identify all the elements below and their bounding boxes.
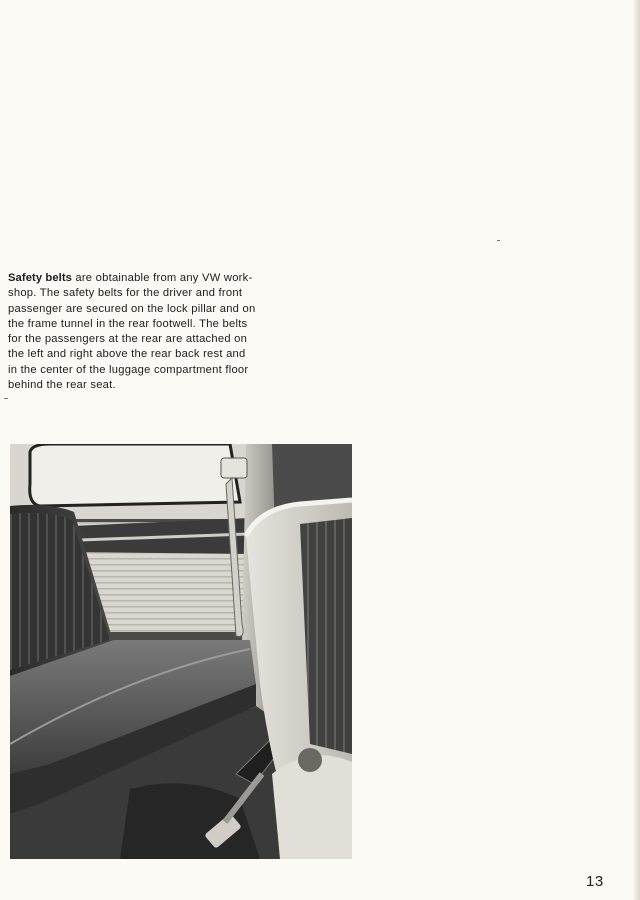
paragraph-line: in the center of the luggage compartment floor: [8, 363, 249, 376]
paragraph-lead: Safety belts: [8, 272, 72, 284]
page-number: 13: [586, 873, 604, 890]
paragraph-line: the left and right above the rear back rest and: [8, 348, 246, 361]
paragraph-line-text: are obtainable from any VW work-: [72, 272, 253, 284]
paragraph-line: [8, 271, 304, 286]
rear-seat-photo: [10, 444, 352, 859]
paragraph-line: for the passengers at the rear are attached on: [8, 333, 248, 346]
paragraph-line: the frame tunnel in the rear footwell. The belts: [8, 317, 248, 330]
safety-belts-paragraph: [8, 271, 304, 393]
paragraph-line: shop. The safety belts for the driver and front: [8, 287, 243, 300]
print-speck: [4, 398, 8, 399]
page-edge-shadow: [634, 0, 640, 900]
paragraph-line: behind the rear seat.: [8, 379, 116, 392]
print-speck: [497, 240, 500, 241]
paragraph-line: passenger are secured on the lock pillar and on: [8, 302, 256, 315]
